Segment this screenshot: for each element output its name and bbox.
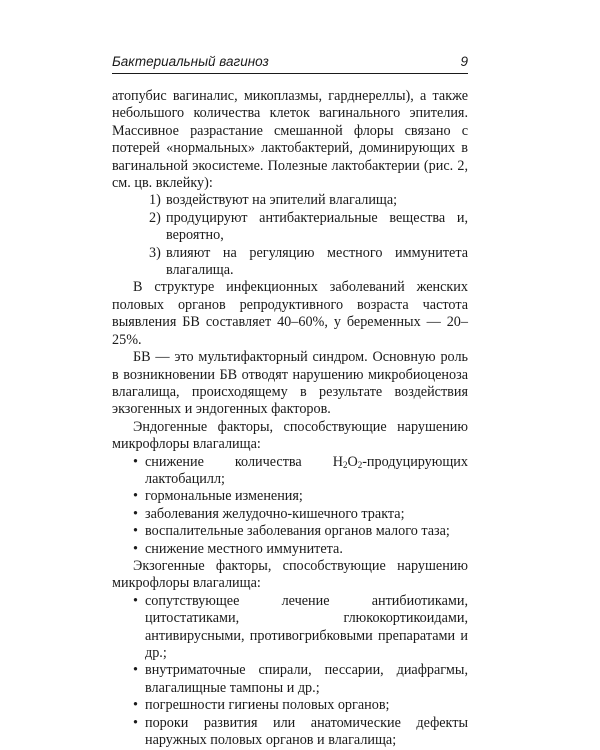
item-text-part: O xyxy=(347,453,358,470)
page-number: 9 xyxy=(460,54,468,69)
bullet-item xyxy=(112,541,468,558)
bullet-icon: • xyxy=(133,540,138,557)
paragraph-2: В структуре инфекционных заболеваний женских половых органов репродуктивного возраста частота выявления БВ составляет 40–60%, у беременных — 20–25%. xyxy=(112,279,468,348)
item-text: продуцируют антибактериальные вещества и, вероятно, xyxy=(166,209,468,244)
item-text: гормональные изменения; xyxy=(145,488,303,505)
numbered-list xyxy=(112,192,468,279)
item-text: заболевания желудочно-кишечного тракта; xyxy=(145,505,405,522)
bullet-item xyxy=(112,506,468,523)
bullet-icon: • xyxy=(133,697,138,714)
running-header xyxy=(112,52,468,72)
bullet-item xyxy=(112,593,468,663)
bullet-icon: • xyxy=(133,523,138,540)
bullet-icon: • xyxy=(133,714,138,731)
item-number: 1) xyxy=(149,192,161,209)
paragraph-3: БВ — это мультифакторный синдром. Основную роль в возникновении БВ отводят нарушению микробиоценоза влагалища, происходящему в результате воздействия экзогенных и эндогенных факторов. xyxy=(112,349,468,418)
numbered-item xyxy=(112,192,468,209)
bullet-item xyxy=(112,662,468,697)
running-header-title: Бактериальный вагиноз xyxy=(112,54,269,69)
bullet-icon: • xyxy=(133,453,138,470)
bullet-icon: • xyxy=(133,488,138,505)
item-text: внутриматочные спирали, пессарии, диафрагмы, влагалищные тампоны и др.; xyxy=(145,662,468,696)
item-text: сопутствующее лечение антибиотиками, цитостатиками, глюкокортикоидами, антивирусными, противогрибковыми препаратами и др.; xyxy=(145,592,468,661)
item-text: воздействуют на эпителий влагалища; xyxy=(166,192,398,209)
bullet-item xyxy=(112,697,468,714)
paragraph-1: атопубис вагиналис, микоплазмы, гарднереллы), а также небольшого количества клеток вагинального эпителия. Массивное разрастание смешанной флоры связано с потерей «нормальных» лактобактерий, доминирующих в вагинальной экосистеме. Полезные лактобактерии (рис. 2, см. цв. вклейку): xyxy=(112,88,468,192)
item-number: 3) xyxy=(149,244,161,261)
subscript: 2 xyxy=(342,459,348,470)
item-text: погрешности гигиены половых органов; xyxy=(145,697,390,714)
item-number: 2) xyxy=(149,209,161,226)
numbered-item xyxy=(112,210,468,245)
numbered-item xyxy=(112,245,468,280)
item-text-part: снижение количества H xyxy=(145,453,343,470)
paragraph-5: Экзогенные факторы, способствующие нарушению микрофлоры влагалища: xyxy=(112,557,468,592)
item-text: снижение местного иммунитета. xyxy=(145,540,343,557)
paragraph-4: Эндогенные факторы, способствующие нарушению микрофлоры влагалища: xyxy=(112,418,468,453)
bullet-icon: • xyxy=(133,505,138,522)
subscript: 2 xyxy=(357,459,363,470)
item-text-part: -продуцирующих лактобацилл; xyxy=(145,453,468,487)
bullet-item xyxy=(112,715,468,750)
item-text: влияют на регуляцию местного иммунитета влагалища. xyxy=(166,244,468,279)
bullet-item xyxy=(112,454,468,489)
header-rule xyxy=(112,73,468,74)
bullet-icon: • xyxy=(133,662,138,679)
item-text: воспалительные заболевания органов малого таза; xyxy=(145,523,450,540)
item-text: пороки развития или анатомические дефекты наружных половых органов и влагалища; xyxy=(145,714,468,749)
body-text xyxy=(112,88,468,749)
bullet-item xyxy=(112,523,468,540)
exogenous-factors-list xyxy=(112,593,468,750)
bullet-item xyxy=(112,488,468,505)
endogenous-factors-list xyxy=(112,454,468,558)
bullet-icon: • xyxy=(133,592,138,609)
